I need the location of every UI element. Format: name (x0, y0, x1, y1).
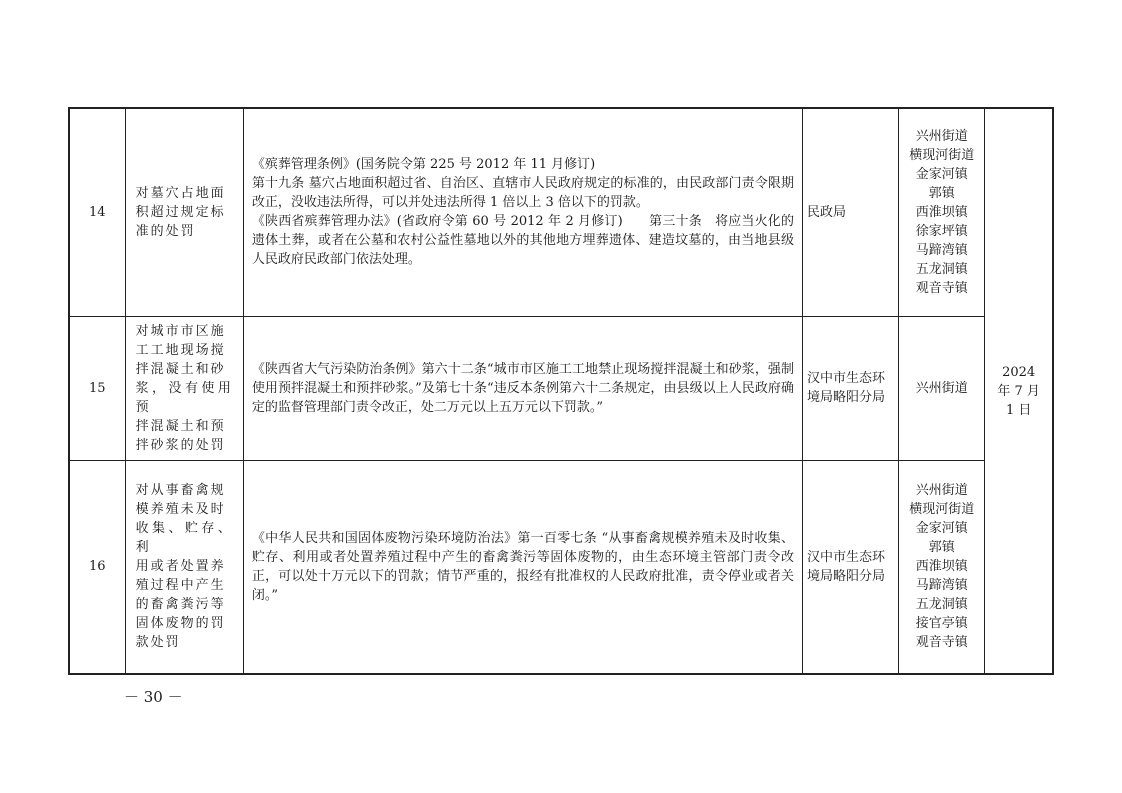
legal-basis (243, 108, 802, 316)
table-row (69, 460, 1053, 674)
town-name: 西淮坝镇 (915, 204, 968, 220)
item-line: 拌混凝土和砂 (135, 361, 226, 377)
row-number: 16 (69, 460, 125, 674)
legal-basis (243, 460, 802, 674)
town-scope (899, 460, 985, 674)
item-line: 款处罚 (135, 635, 181, 651)
item-line: 准的处罚 (135, 223, 196, 239)
town-name: 金家河镇 (915, 166, 968, 182)
item-line: 对城市市区施 (135, 323, 226, 339)
table-row (69, 108, 1053, 316)
basis-paragraph: 《殡葬管理条例》(国务院令第 225 号 2012 年 11 月修订) (251, 157, 596, 173)
enforcement-department: 汉中市生态环境局略阳分局 (802, 460, 898, 674)
town-name: 郭镇 (928, 185, 955, 201)
legal-basis (243, 316, 802, 460)
row-number: 15 (69, 316, 125, 460)
page-number: － 30 － (124, 688, 183, 706)
basis-paragraph: 第十九条 墓穴占地面积超过省、自治区、直辖市人民政府规定的标准的，由民政部门责令限期改正，没收违法所得，可以并处违法所得 1 倍以上 3 倍以下的罚款。 (251, 176, 794, 211)
penalty-item (125, 316, 243, 460)
item-line: 工工地现场搅 (135, 342, 226, 358)
town-name: 横现河街道 (909, 502, 975, 518)
basis-paragraph: 《中华人民共和国固体废物污染环境防治法》第一百零七条 “从事畜禽规模养殖未及时收集、贮存、利用或者处置养殖过程中产生的畜禽粪污等固体废物的，由生态环境主管部门责令改正，可以处十万元以下的罚款；情节严重的，报经有批准权的人民政府批准，责令停业或者关闭。” (251, 530, 794, 603)
effective-date: 2024 年 7 月 1 日 (985, 108, 1053, 674)
town-name: 兴州街道 (915, 483, 968, 499)
town-name: 观音寺镇 (915, 280, 968, 296)
town-name: 郭镇 (928, 540, 955, 556)
item-line: 固体废物的罚 (135, 616, 226, 632)
item-line: 拌砂浆的处罚 (135, 437, 226, 453)
row-number: 14 (69, 108, 125, 316)
town-scope (899, 316, 985, 460)
item-line: 用或者处置养 (135, 559, 226, 575)
town-name: 马蹄湾镇 (915, 242, 968, 258)
item-line: 收集、贮存、利 (135, 521, 233, 556)
basis-paragraph: 《陕西省大气污染防治条例》第六十二条“城市市区施工工地禁止现场搅拌混凝土和砂浆，强制使用预拌混凝土和预拌砂浆。”及第七十条“违反本条例第六十二条规定，由县级以上人民政府确定的监督管理部门责令改正，处二万元以上五万元以下罚款。” (251, 361, 794, 415)
enforcement-department: 汉中市生态环境局略阳分局 (802, 316, 898, 460)
item-line: 拌混凝土和预 (135, 418, 226, 434)
town-name: 马蹄湾镇 (915, 578, 968, 594)
item-line: 积超过规定标 (135, 204, 226, 220)
item-line: 模养殖未及时 (135, 502, 226, 518)
town-name: 徐家坪镇 (915, 223, 968, 239)
item-line: 对墓穴占地面 (135, 185, 226, 201)
town-name: 五龙洞镇 (915, 261, 968, 277)
town-name: 横现河街道 (909, 147, 975, 163)
item-line: 对从事畜禽规 (135, 483, 226, 499)
enforcement-department: 民政局 (802, 108, 898, 316)
basis-paragraph: 《陕西省殡葬管理办法》(省政府令第 60 号 2012 年 2 月修订) 第三十条 将应当火化的遗体土葬，或者在公墓和农村公益性墓地以外的其他地方埋葬遗体、建造坟墓的，由当地县级人民政府民政部门依法处理。 (251, 214, 794, 268)
item-line: 浆，没有使用预 (135, 380, 233, 415)
penalty-items-table (68, 107, 1054, 675)
town-name: 西淮坝镇 (915, 559, 968, 575)
penalty-item (125, 460, 243, 674)
table-row (69, 316, 1053, 460)
town-name: 兴州街道 (915, 128, 968, 144)
town-name: 兴州街道 (915, 380, 968, 396)
town-name: 观音寺镇 (915, 635, 968, 651)
town-name: 金家河镇 (915, 521, 968, 537)
penalty-item (125, 108, 243, 316)
town-name: 接官亭镇 (915, 616, 968, 632)
item-line: 的畜禽粪污等 (135, 597, 226, 613)
item-line: 殖过程中产生 (135, 578, 226, 594)
town-name: 五龙洞镇 (915, 597, 968, 613)
town-scope (899, 108, 985, 316)
